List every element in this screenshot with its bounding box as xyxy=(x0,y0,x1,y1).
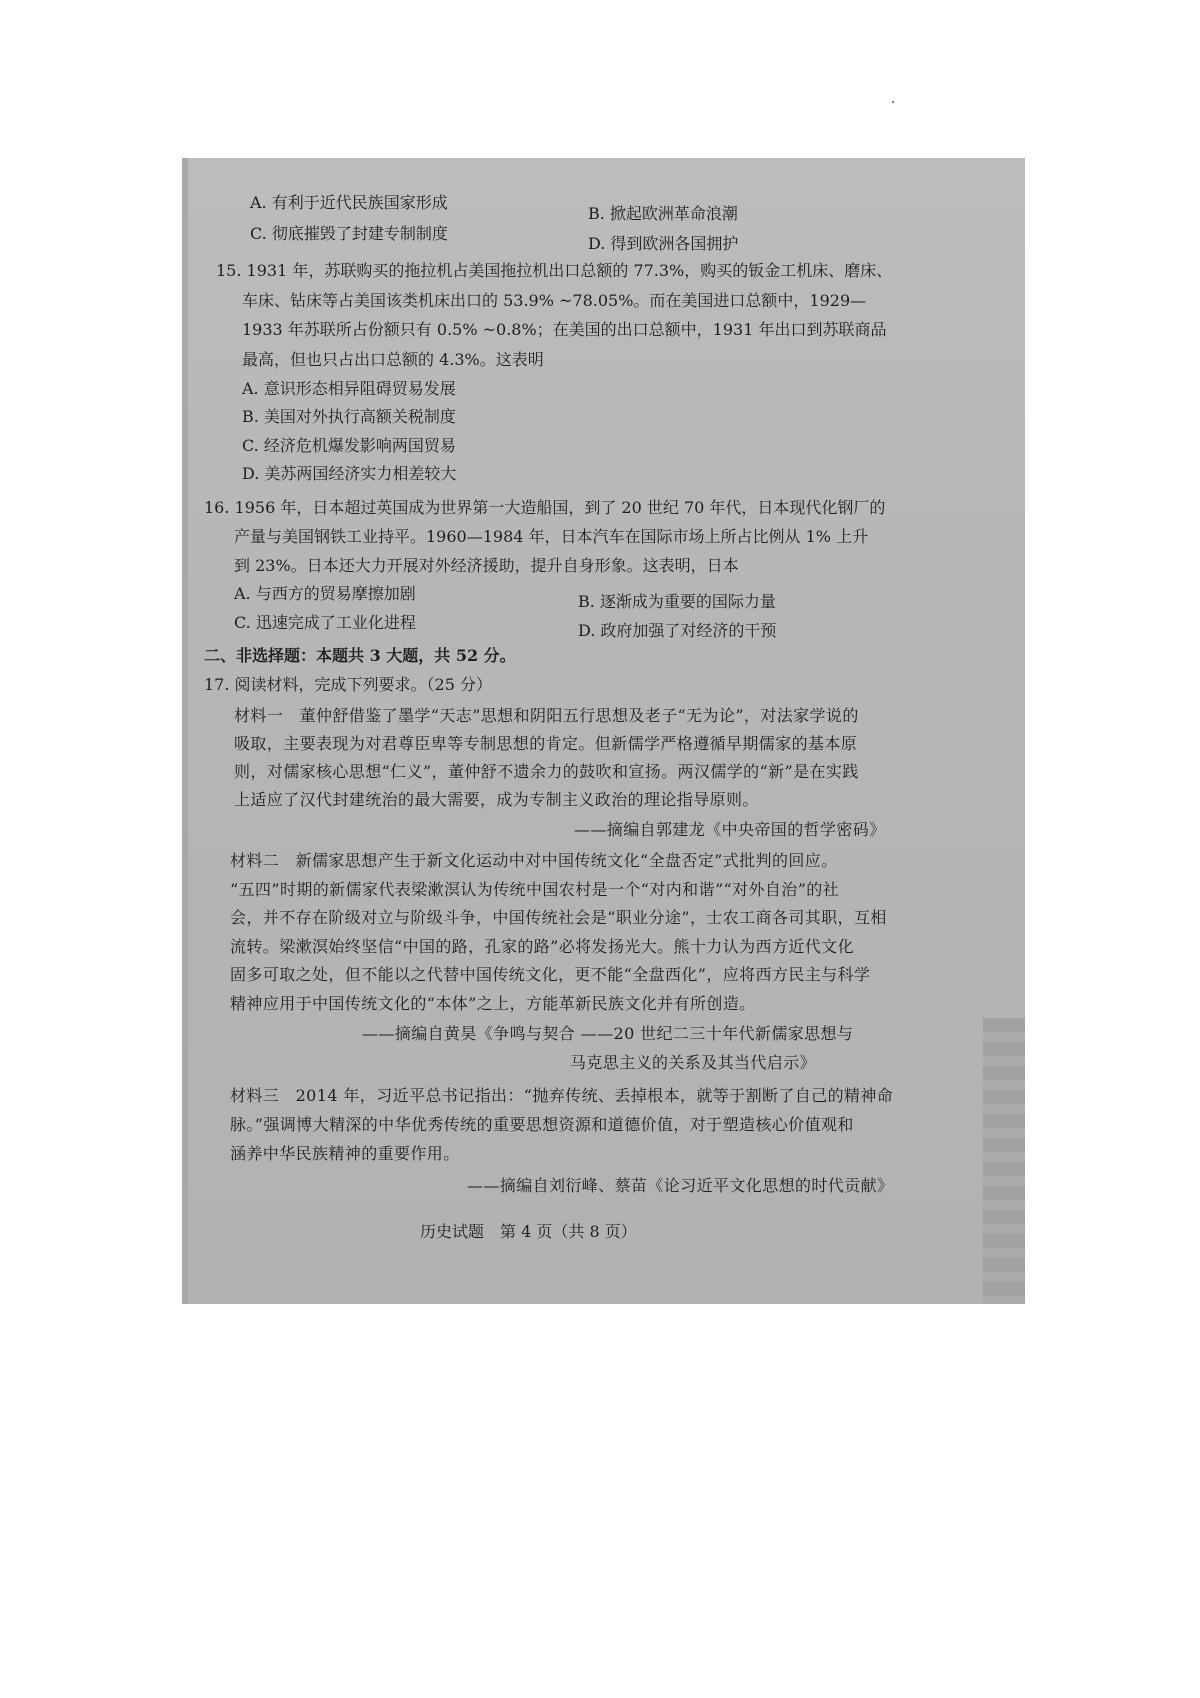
q15-option-b: B. 美国对外执行高额关税制度 xyxy=(242,407,456,426)
q14-option-b: B. 掀起欧洲革命浪潮 xyxy=(588,204,738,223)
q16-option-c: C. 迅速完成了工业化进程 xyxy=(234,613,416,632)
material2-line-6: 精神应用于中国传统文化的“本体”之上，方能革新民族文化并有所创造。 xyxy=(230,994,756,1013)
material2-source-line-1: ——摘编自黄昊《争鸣与契合 ——20 世纪二三十年代新儒家思想与 xyxy=(362,1024,854,1043)
material2-line-5: 固多可取之处，但不能以之代替中国传统文化，更不能“全盘西化”，应将西方民主与科学 xyxy=(230,965,871,984)
material3-source: ——摘编自刘衍峰、蔡苗《论习近平文化思想的时代贡献》 xyxy=(467,1176,894,1195)
page-shadow-edge xyxy=(182,158,188,1304)
q16-option-a: A. 与西方的贸易摩擦加剧 xyxy=(234,584,416,603)
exam-page-photo xyxy=(182,158,1025,1304)
material1-line-3: 则，对儒家核心思想“仁义”，董仲舒不遗余力的鼓吹和宣扬。两汉儒学的“新”是在实践 xyxy=(234,762,859,781)
q15-option-d: D. 美苏两国经济实力相差较大 xyxy=(242,464,457,483)
q15-stem-line-2: 车床、钻床等占美国该类机床出口的 53.9% ~78.05%。而在美国进口总额中，1929— xyxy=(242,291,867,310)
adjacent-page-edge xyxy=(983,1018,1025,1304)
q15-stem-line-1: 15. 1931 年，苏联购买的拖拉机占美国拖拉机出口总额的 77.3%，购买的钣金工机床、磨床、 xyxy=(216,261,893,280)
material1-line-2: 吸取，主要表现为对君尊臣卑等专制思想的肯定。但新儒学严格遵循早期儒家的基本原 xyxy=(234,734,858,753)
material2-source-line-2: 马克思主义的关系及其当代启示》 xyxy=(570,1053,817,1072)
q16-option-d: D. 政府加强了对经济的干预 xyxy=(578,621,777,640)
material2-line-2: “五四”时期的新儒家代表梁漱溟认为传统中国农村是一个“对内和谐”“对外自治”的社 xyxy=(230,880,840,899)
material1-source: ——摘编自郭建龙《中央帝国的哲学密码》 xyxy=(574,820,886,839)
q14-option-d: D. 得到欧洲各国拥护 xyxy=(588,234,739,253)
material3-line-2: 脉。”强调博大精深的中华优秀传统的重要思想资源和道德价值，对于塑造核心价值观和 xyxy=(230,1115,854,1134)
material3-line-3: 涵养中华民族精神的重要作用。 xyxy=(230,1144,460,1163)
page-footer: 历史试题 第 4 页（共 8 页） xyxy=(420,1222,637,1241)
q17-heading: 17. 阅读材料，完成下列要求。（25 分） xyxy=(204,675,492,694)
material2-line-4: 流转。梁漱溟始终坚信“中国的路，孔家的路”必将发扬光大。熊十力认为西方近代文化 xyxy=(230,937,854,956)
q15-option-c: C. 经济危机爆发影响两国贸易 xyxy=(242,436,456,455)
section-2-heading: 二、非选择题：本题共 3 大题，共 52 分。 xyxy=(204,646,516,665)
material1-line-4: 上适应了汉代封建统治的最大需要，成为专制主义政治的理论指导原则。 xyxy=(234,790,759,809)
material2-line-1: 材料二 新儒家思想产生于新文化运动中对中国传统文化“全盘否定”式批判的回应。 xyxy=(230,851,838,870)
q16-option-b: B. 逐渐成为重要的国际力量 xyxy=(578,592,776,611)
material3-line-1: 材料三 2014 年，习近平总书记指出：“抛弃传统、丢掉根本，就等于割断了自己的精神命 xyxy=(230,1086,894,1105)
q15-stem-line-3: 1933 年苏联所占份额只有 0.5% ~0.8%；在美国的出口总额中，1931 年出口到苏联商品 xyxy=(242,320,887,339)
q15-option-a: A. 意识形态相异阻碍贸易发展 xyxy=(242,379,456,398)
q16-stem-line-1: 16. 1956 年，日本超过英国成为世界第一大造船国，到了 20 世纪 70 年代，日本现代化钢厂的 xyxy=(204,498,886,517)
q14-option-a: A. 有利于近代民族国家形成 xyxy=(250,193,448,212)
material2-line-3: 会，并不存在阶级对立与阶级斗争，中国传统社会是“职业分途”，士农工商各司其职，互相 xyxy=(230,908,887,927)
material1-line-1: 材料一 董仲舒借鉴了墨学“天志”思想和阴阳五行思想及老子“无为论”，对法家学说的 xyxy=(234,706,859,725)
speck-mark xyxy=(892,101,894,103)
q16-stem-line-2: 产量与美国钢铁工业持平。1960—1984 年，日本汽车在国际市场上所占比例从 1% 上升 xyxy=(234,527,869,546)
q14-option-c: C. 彻底摧毁了封建专制制度 xyxy=(250,224,448,243)
q16-stem-line-3: 到 23%。日本还大力开展对外经济援助，提升自身形象。这表明，日本 xyxy=(234,556,739,575)
q15-stem-line-4: 最高，但也只占出口总额的 4.3%。这表明 xyxy=(242,350,544,369)
